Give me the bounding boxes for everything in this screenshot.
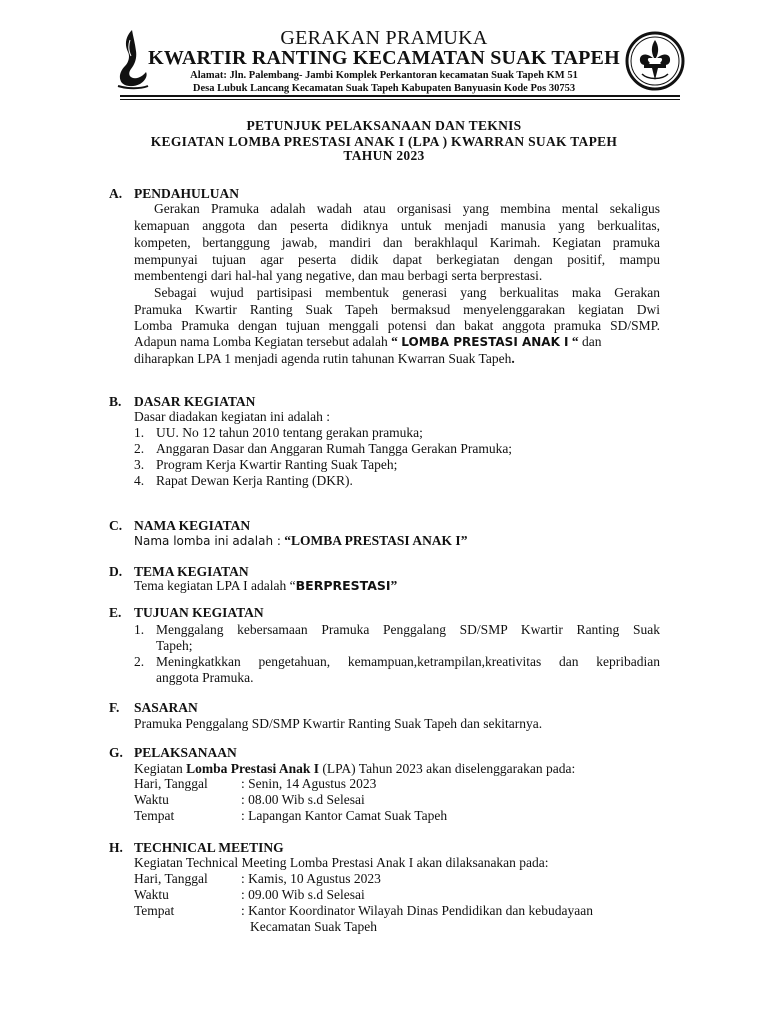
paragraph-line: Gerakan Pramuka adalah wadah atau organisasi yang membina mental sekaligus [154, 201, 660, 216]
detail-row-time [134, 792, 660, 808]
section-intro: Dasar diadakan kegiatan ini adalah : [134, 409, 331, 424]
detail-value-continuation: Kecamatan Suak Tapeh [250, 919, 378, 934]
item-number: 1. [134, 622, 145, 637]
section-title: NAMA KEGIATAN [134, 518, 251, 533]
item-text: Anggaran Dasar dan Anggaran Rumah Tangga Gerakan Pramuka; [156, 441, 513, 456]
section-title: PELAKSANAAN [134, 745, 237, 760]
list-item [134, 441, 660, 457]
list-item [134, 457, 660, 473]
detail-label: Waktu [134, 792, 169, 807]
doc-title-line2: KEGIATAN LOMBA PRESTASI ANAK I (LPA ) KWARRAN SUAK TAPEH [150, 134, 618, 149]
section-title: PENDAHULUAN [134, 186, 240, 201]
text: dan [582, 334, 602, 349]
letterhead [0, 0, 768, 100]
section-letter: E. [109, 605, 122, 620]
section-letter: G. [109, 745, 123, 760]
detail-row-time [134, 887, 660, 903]
section-letter: F. [109, 700, 120, 715]
detail-label: Hari, Tanggal [134, 871, 208, 886]
item-text: Meningkatkkan pengetahuan, kemampuan,ketrampilan,kreativitas dan kepribadian [156, 654, 660, 669]
label: Tema kegiatan LPA I adalah “ [134, 578, 296, 593]
section-letter: H. [109, 840, 123, 855]
text: (LPA) Tahun 2023 akan diselenggarakan pada: [322, 761, 576, 776]
org-name-line1: GERAKAN PRAMUKA [280, 27, 488, 49]
item-number: 1. [134, 425, 145, 440]
paragraph-line: Sebagai wujud partisipasi membentuk generasi yang berkualitas maka Gerakan [154, 285, 660, 300]
detail-row-place [134, 808, 660, 824]
section-g-heading [109, 745, 237, 761]
list-item [134, 654, 660, 670]
detail-value: : Kantor Koordinator Wilayah Dinas Pendidikan dan kebudayaan [241, 903, 593, 918]
period: . [511, 351, 515, 366]
paragraph-line: Lomba Pramuka dengan tujuan menggali potensi dan bakat anggota pramuka SD/SMP. [134, 318, 660, 333]
item-text: Menggalang kebersamaan Pramuka Penggalang SD/SMP Kwartir Ranting Suak [156, 622, 660, 637]
section-body [134, 578, 660, 594]
world-scout-emblem-icon [624, 28, 686, 94]
detail-label: Tempat [134, 903, 175, 918]
item-number: 2. [134, 441, 145, 456]
detail-value: : Senin, 14 Agustus 2023 [241, 776, 377, 791]
section-letter: B. [109, 394, 122, 409]
detail-row-place [134, 903, 660, 919]
item-text: Program Kerja Kwartir Ranting Suak Tapeh; [156, 457, 398, 472]
section-title: DASAR KEGIATAN [134, 394, 256, 409]
address-line1: Alamat: Jln. Palembang- Jambi Komplek Perkantoran kecamatan Suak Tapeh KM 51 [190, 70, 578, 81]
list-item [134, 425, 660, 441]
text: diharapkan LPA 1 menjadi agenda rutin tahunan Kwarran Suak Tapeh [134, 351, 512, 366]
section-title: TECHNICAL MEETING [134, 840, 284, 855]
quote-open: “ [391, 334, 398, 349]
paragraph-line: kompeten, bertanggung jawab, mandiri dan berakhlaqul Karimah. Kegiatan pramuka [134, 235, 660, 250]
paragraph-line: kemapuan anggota dan peserta didiknya untuk menjadi manusia yang berkualitas, [134, 218, 660, 233]
section-letter: D. [109, 564, 123, 579]
section-letter: C. [109, 518, 123, 533]
detail-label: Tempat [134, 808, 175, 823]
detail-value: : 08.00 Wib s.d Selesai [241, 792, 365, 807]
item-number: 4. [134, 473, 145, 488]
section-body: Pramuka Penggalang SD/SMP Kwartir Ranting Suak Tapeh dan sekitarnya. [134, 716, 543, 731]
section-title: TUJUAN KEGIATAN [134, 605, 264, 620]
list-item-continuation: Tapeh; [156, 638, 193, 653]
item-text: UU. No 12 tahun 2010 tentang gerakan pramuka; [156, 425, 423, 440]
section-a-heading [109, 186, 239, 202]
detail-value: : Kamis, 10 Agustus 2023 [241, 871, 381, 886]
list-item [134, 473, 660, 489]
section-title: SASARAN [134, 700, 198, 715]
label: Nama lomba ini adalah : [134, 534, 281, 548]
section-c-heading [109, 518, 250, 534]
section-b-heading [109, 394, 255, 410]
text: Adapun nama Lomba Kegiatan tersebut adalah [134, 334, 388, 349]
paragraph-line [134, 351, 660, 367]
header-rule-thick [120, 95, 680, 97]
detail-value: : Lapangan Kantor Camat Suak Tapeh [241, 808, 448, 823]
paragraph-line: membentengi dari hal-hal yang negative, dan mau berbagi serta berprestasi. [134, 268, 543, 283]
text: Kegiatan [134, 761, 183, 776]
lomba-name-emphasis: Lomba Prestasi Anak I [186, 761, 320, 776]
paragraph-line: Pramuka Kwartir Ranting Suak Tapeh bermaksud menyelenggarakan kegiatan Dwi [134, 302, 660, 317]
detail-row-date [134, 871, 660, 887]
list-item [134, 622, 660, 638]
quote-close: “ [571, 334, 579, 349]
section-f-heading [109, 700, 198, 716]
item-number: 2. [134, 654, 145, 669]
section-letter: A. [109, 186, 123, 201]
item-text: Rapat Dewan Kerja Ranting (DKR). [156, 473, 353, 488]
detail-label: Hari, Tanggal [134, 776, 208, 791]
item-number: 3. [134, 457, 145, 472]
section-title: TEMA KEGIATAN [134, 564, 249, 579]
section-body [134, 533, 660, 549]
org-name-line2: KWARTIR RANTING KECAMATAN SUAK TAPEH [148, 47, 620, 69]
value: “LOMBA PRESTASI ANAK I” [284, 533, 468, 548]
section-h-heading [109, 840, 284, 856]
section-intro: Kegiatan Technical Meeting Lomba Prestasi Anak I akan dilaksanakan pada: [134, 855, 549, 870]
section-e-heading [109, 605, 264, 621]
address-line2: Desa Lubuk Lancang Kecamatan Suak Tapeh Kabupaten Banyuasin Kode Pos 30753 [192, 83, 576, 94]
doc-title-line3: TAHUN 2023 [343, 148, 425, 163]
list-item-continuation: anggota Pramuka. [156, 670, 254, 685]
detail-label: Waktu [134, 887, 169, 902]
doc-title-line1: PETUNJUK PELAKSANAAN DAN TEKNIS [246, 118, 522, 133]
header-rule-thin [120, 99, 680, 100]
paragraph-line-lomba-name [134, 334, 660, 350]
detail-value: : 09.00 Wib s.d Selesai [241, 887, 365, 902]
section-intro [134, 761, 660, 777]
value: BERPRESTASI [295, 578, 391, 593]
paragraph-line: mempunyai tujuan agar peserta didik dapat berkegiatan dengan positif, mampu [134, 252, 660, 267]
lomba-name-emphasis: LOMBA PRESTASI ANAK I [401, 335, 569, 349]
quote-close: ” [390, 578, 398, 593]
detail-row-date [134, 776, 660, 792]
